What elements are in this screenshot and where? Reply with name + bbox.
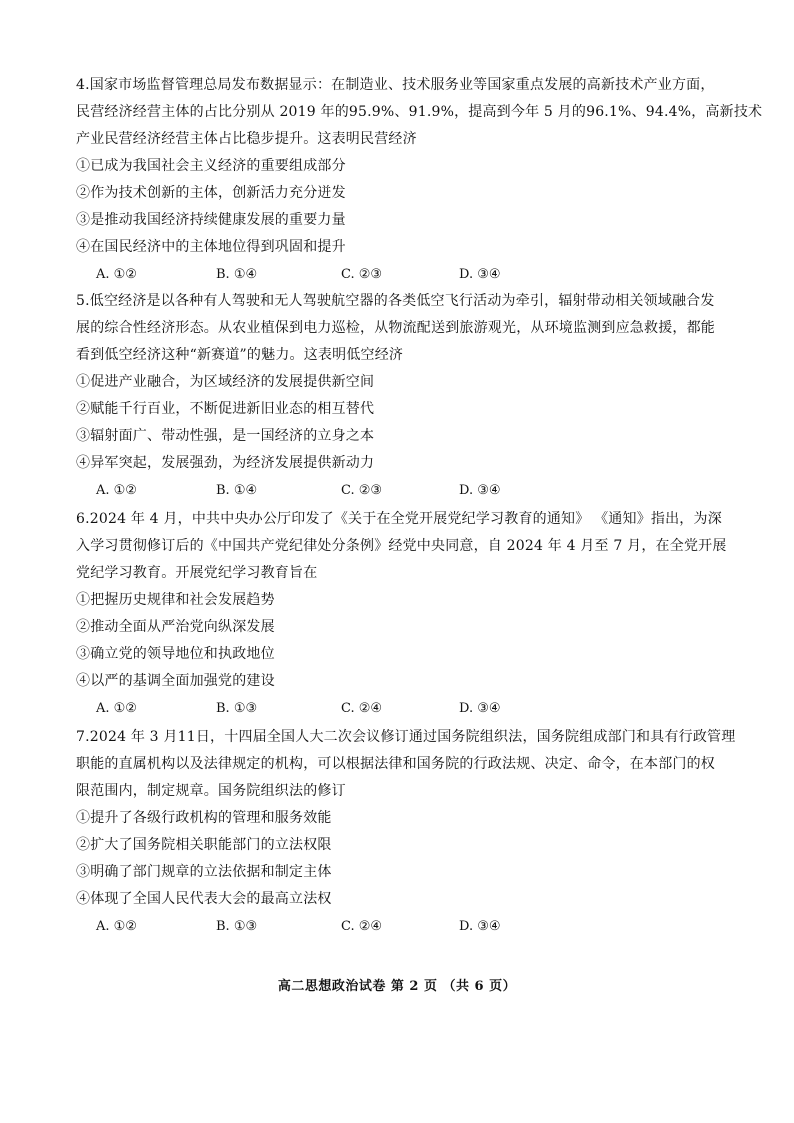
option-b: B. ①④ <box>216 267 258 282</box>
question-stem-line: 展的综合性经济形态。从农业植保到电力巡检，从物流配送到旅游观光，从环境监测到应急救援，都能 <box>76 320 715 336</box>
option-b: B. ①③ <box>216 701 258 716</box>
question-stem-line: 6.2024 年 4 月，中共中央办公厅印发了《关于在全党开展党纪学习教育的通知》 《通知》指出，为深 <box>76 511 722 527</box>
statement-item: ②扩大了国务院相关职能部门的立法权限 <box>76 837 332 853</box>
question-stem-line: 入学习贯彻修订后的《中国共产党纪律处分条例》经党中央同意，自 2024 年 4 月至 7 月，在全党开展 <box>76 538 727 554</box>
question-stem-line: 7.2024 年 3 月11日，十四届全国人大二次会议修订通过国务院组织法，国务院组成部门和具有行政管理 <box>76 729 736 745</box>
question-stem-line: 产业民营经济经营主体占比稳步提升。这表明民营经济 <box>76 131 417 147</box>
statement-item: ②推动全面从严治党向纵深发展 <box>76 619 275 635</box>
option-b: B. ①④ <box>216 483 258 498</box>
option-c: C. ②④ <box>341 701 383 716</box>
answer-options <box>76 261 726 288</box>
question-stem-line: 民营经济经营主体的占比分别从 2019 年的95.9%、91.9%，提高到今年 5 月的96.1%、94.4%，高新技术 <box>76 104 763 120</box>
question-4 <box>76 72 763 288</box>
question-stem-line: 限范围内，制定规章。国务院组织法的修订 <box>76 783 346 799</box>
statement-item: ②赋能千行百业，不断促进新旧业态的相互替代 <box>76 401 375 417</box>
statement-item: ①提升了各级行政机构的管理和服务效能 <box>76 810 332 826</box>
statement-item: ④以严的基调全面加强党的建设 <box>76 673 275 689</box>
answer-options <box>76 477 726 504</box>
option-c: C. ②③ <box>341 267 383 282</box>
statement-item: ③是推动我国经济持续健康发展的重要力量 <box>76 212 346 228</box>
statement-item: ①已成为我国社会主义经济的重要组成部分 <box>76 158 346 174</box>
question-stem-line: 看到低空经济这种“新赛道”的魅力。这表明低空经济 <box>76 347 404 363</box>
option-d: D. ③④ <box>459 267 501 282</box>
answer-options <box>76 695 726 722</box>
option-d: D. ③④ <box>459 919 501 934</box>
question-stem-line: 党纪学习教育。开展党纪学习教育旨在 <box>76 565 318 581</box>
statement-item: ③辐射面广、带动性强，是一国经济的立身之本 <box>76 428 375 444</box>
question-stem-line: 5.低空经济是以各种有人驾驶和无人驾驶航空器的各类低空飞行活动为牵引，辐射带动相关领域融合发 <box>76 293 715 309</box>
question-7 <box>76 724 736 940</box>
option-a: A. ①② <box>96 701 137 716</box>
statement-item: ④在国民经济中的主体地位得到巩固和提升 <box>76 239 346 255</box>
option-a: A. ①② <box>96 919 137 934</box>
statement-item: ①促进产业融合，为区域经济的发展提供新空间 <box>76 374 375 390</box>
question-stem-line: 4.国家市场监督管理总局发布数据显示：在制造业、技术服务业等国家重点发展的高新技术产业方面， <box>76 77 715 93</box>
option-c: C. ②③ <box>341 483 383 498</box>
question-stem-line: 职能的直属机构以及法律规定的机构，可以根据法律和国务院的行政法规、决定、命令，在本部门的权 <box>76 756 715 772</box>
statement-item: ②作为技术创新的主体，创新活力充分迸发 <box>76 185 346 201</box>
option-a: A. ①② <box>96 483 137 498</box>
statement-item: ④异军突起，发展强劲，为经济发展提供新动力 <box>76 455 375 471</box>
statement-item: ③明确了部门规章的立法依据和制定主体 <box>76 864 332 880</box>
statement-item: ④体现了全国人民代表大会的最高立法权 <box>76 891 332 907</box>
statement-item: ③确立党的领导地位和执政地位 <box>76 646 275 662</box>
option-d: D. ③④ <box>459 701 501 716</box>
answer-options <box>76 913 726 940</box>
option-d: D. ③④ <box>459 483 501 498</box>
question-5 <box>76 288 726 504</box>
question-6 <box>76 506 726 722</box>
option-c: C. ②④ <box>341 919 383 934</box>
page-footer: 高二思想政治试卷 第 2 页 （共 6 页） <box>277 979 517 994</box>
statement-item: ①把握历史规律和社会发展趋势 <box>76 592 275 608</box>
option-b: B. ①③ <box>216 919 258 934</box>
option-a: A. ①② <box>96 267 137 282</box>
